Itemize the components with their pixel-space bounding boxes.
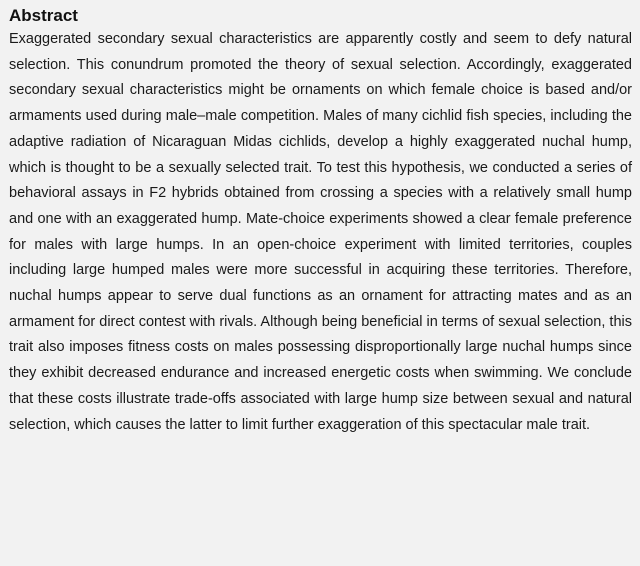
abstract-heading: Abstract bbox=[9, 6, 78, 25]
abstract-body: Exaggerated secondary sexual characteristics are apparently costly and seem to defy natural selection. This conundrum promoted the theory of sexual selection. Accordingly, exaggerated secondary sexual characteristics might be ornaments on which female choice is based and/or armaments used during male–male competition. Males of many cichlid fish species, including the adaptive radiation of Nicaraguan Midas cichlids, develop a highly exaggerated nuchal hump, which is thought to be a sexually selected trait. To test this hypothesis, we conducted a series of behavioral assays in F2 hybrids obtained from crossing a species with a relatively small hump and one with an exaggerated hump. Mate-choice experiments showed a clear female preference for males with large humps. In an open-choice experiment with limited territories, couples including large humped males were more successful in acquiring these territories. Therefore, nuchal humps appear to serve dual functions as an ornament for attracting mates and as an armament for direct contest with rivals. Although being beneficial in terms of sexual selection, this trait also imposes fitness costs on males possessing disproportionally large nuchal humps since they exhibit decreased endurance and increased energetic costs when swimming. We conclude that these costs illustrate trade-offs associated with large hump size between sexual and natural selection, which causes the latter to limit further exaggeration of this spectacular male trait. bbox=[9, 31, 632, 433]
